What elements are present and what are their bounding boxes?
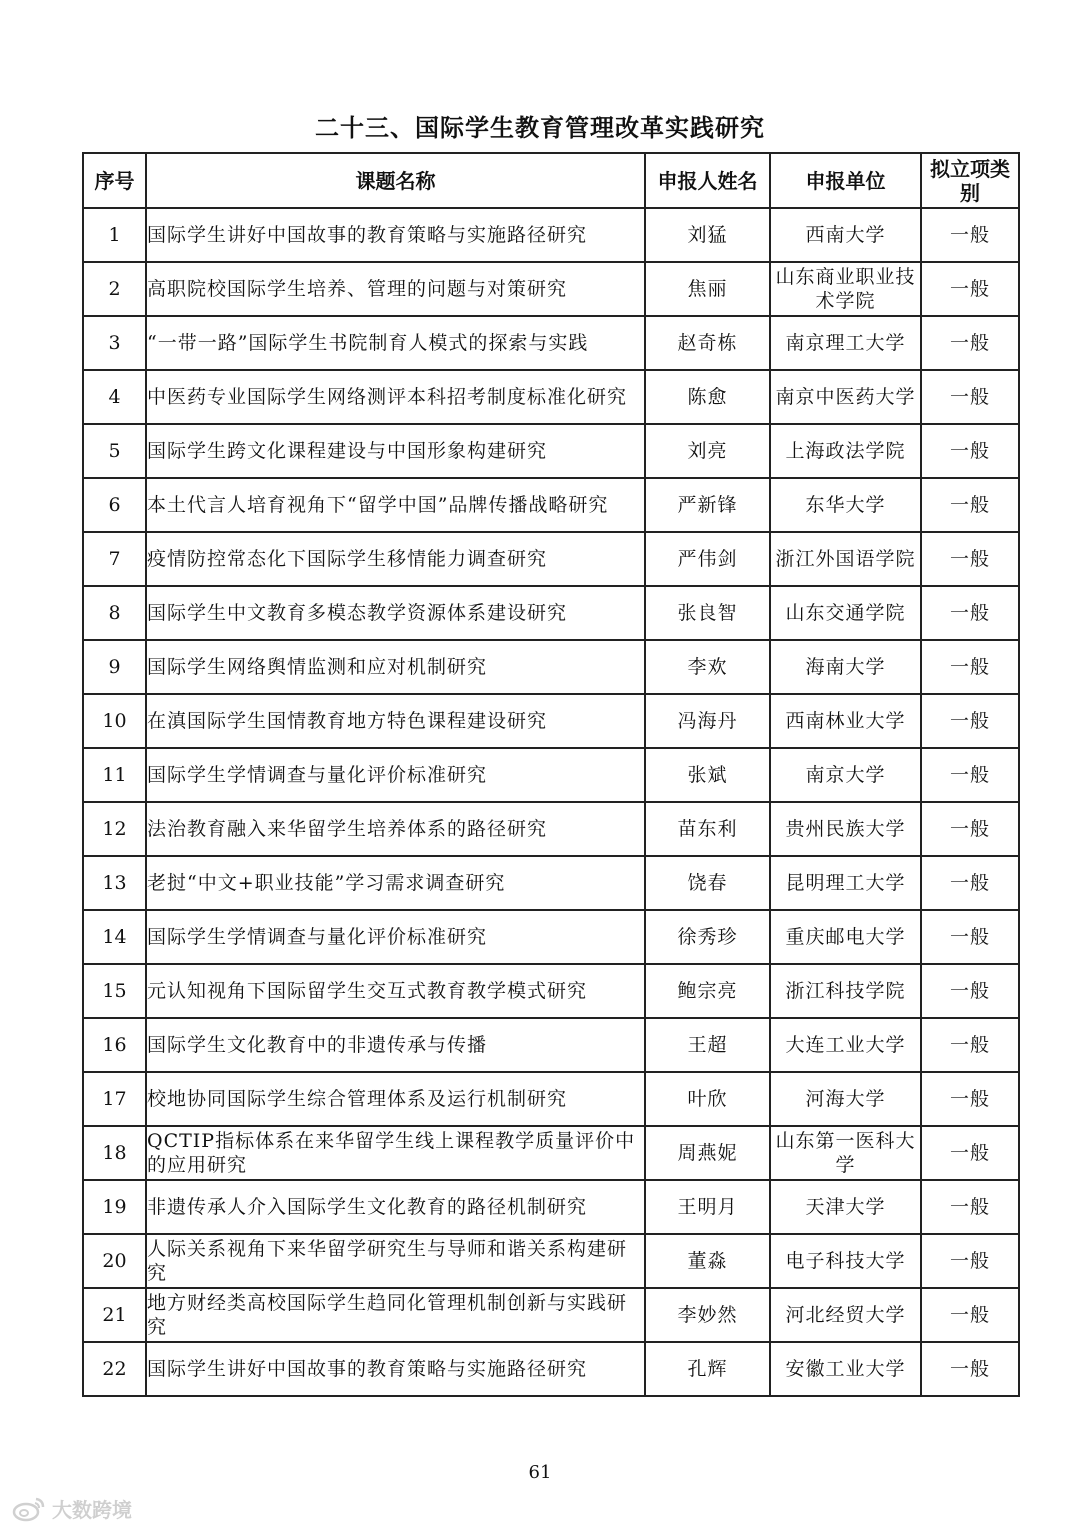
row-number: 2 bbox=[83, 262, 146, 316]
row-person: 孔辉 bbox=[645, 1342, 770, 1396]
row-unit: 浙江科技学院 bbox=[770, 964, 921, 1018]
row-person: 王超 bbox=[645, 1018, 770, 1072]
row-category: 一般 bbox=[921, 208, 1019, 262]
table-row bbox=[83, 802, 1019, 856]
row-topic: 国际学生中文教育多模态教学资源体系建设研究 bbox=[146, 586, 645, 640]
row-category: 一般 bbox=[921, 586, 1019, 640]
row-person: 叶欣 bbox=[645, 1072, 770, 1126]
table-row bbox=[83, 1180, 1019, 1234]
row-unit: 河海大学 bbox=[770, 1072, 921, 1126]
row-topic: 校地协同国际学生综合管理体系及运行机制研究 bbox=[146, 1072, 645, 1126]
row-category: 一般 bbox=[921, 640, 1019, 694]
row-number: 20 bbox=[83, 1234, 146, 1288]
row-person: 董淼 bbox=[645, 1234, 770, 1288]
watermark-text: 大数跨境 bbox=[52, 1498, 132, 1522]
table-row bbox=[83, 1234, 1019, 1288]
row-person: 徐秀珍 bbox=[645, 910, 770, 964]
row-topic: 元认知视角下国际留学生交互式教育教学模式研究 bbox=[146, 964, 645, 1018]
table-row bbox=[83, 1126, 1019, 1180]
row-topic: “一带一路”国际学生书院制育人模式的探索与实践 bbox=[146, 316, 645, 370]
row-person: 刘猛 bbox=[645, 208, 770, 262]
watermark bbox=[12, 1494, 132, 1523]
row-person: 李欢 bbox=[645, 640, 770, 694]
row-unit: 山东交通学院 bbox=[770, 586, 921, 640]
row-number: 19 bbox=[83, 1180, 146, 1234]
table-row bbox=[83, 748, 1019, 802]
row-unit: 浙江外国语学院 bbox=[770, 532, 921, 586]
row-person: 周燕妮 bbox=[645, 1126, 770, 1180]
row-topic: 国际学生学情调查与量化评价标准研究 bbox=[146, 748, 645, 802]
row-category: 一般 bbox=[921, 856, 1019, 910]
row-unit: 河北经贸大学 bbox=[770, 1288, 921, 1342]
row-category: 一般 bbox=[921, 370, 1019, 424]
table-row bbox=[83, 478, 1019, 532]
row-unit: 东华大学 bbox=[770, 478, 921, 532]
header-unit: 申报单位 bbox=[770, 153, 921, 208]
row-category: 一般 bbox=[921, 1126, 1019, 1180]
table-body bbox=[83, 208, 1019, 1396]
row-number: 8 bbox=[83, 586, 146, 640]
row-category: 一般 bbox=[921, 1180, 1019, 1234]
table-row bbox=[83, 964, 1019, 1018]
row-topic: 国际学生文化教育中的非遗传承与传播 bbox=[146, 1018, 645, 1072]
weibo-logo-icon bbox=[12, 1496, 46, 1522]
row-person: 苗东利 bbox=[645, 802, 770, 856]
row-category: 一般 bbox=[921, 694, 1019, 748]
table-row bbox=[83, 586, 1019, 640]
row-category: 一般 bbox=[921, 910, 1019, 964]
row-category: 一般 bbox=[921, 1342, 1019, 1396]
row-number: 11 bbox=[83, 748, 146, 802]
row-topic: QCTIP指标体系在来华留学生线上课程教学质量评价中的应用研究 bbox=[146, 1126, 645, 1180]
row-unit: 南京中医药大学 bbox=[770, 370, 921, 424]
row-unit: 山东商业职业技术学院 bbox=[770, 262, 921, 316]
row-unit: 安徽工业大学 bbox=[770, 1342, 921, 1396]
row-unit: 南京大学 bbox=[770, 748, 921, 802]
header-person: 申报人姓名 bbox=[645, 153, 770, 208]
page-title: 二十三、国际学生教育管理改革实践研究 bbox=[315, 114, 765, 142]
row-person: 张斌 bbox=[645, 748, 770, 802]
row-person: 冯海丹 bbox=[645, 694, 770, 748]
row-unit: 昆明理工大学 bbox=[770, 856, 921, 910]
table-row bbox=[83, 1288, 1019, 1342]
table-row bbox=[83, 694, 1019, 748]
row-number: 3 bbox=[83, 316, 146, 370]
row-unit: 南京理工大学 bbox=[770, 316, 921, 370]
row-category: 一般 bbox=[921, 1018, 1019, 1072]
table-row bbox=[83, 424, 1019, 478]
row-category: 一般 bbox=[921, 424, 1019, 478]
page-number: 61 bbox=[528, 1462, 552, 1483]
row-person: 张良智 bbox=[645, 586, 770, 640]
row-topic: 本土代言人培育视角下“留学中国”品牌传播战略研究 bbox=[146, 478, 645, 532]
row-topic: 老挝“中文+职业技能”学习需求调查研究 bbox=[146, 856, 645, 910]
row-unit: 大连工业大学 bbox=[770, 1018, 921, 1072]
row-topic: 非遗传承人介入国际学生文化教育的路径机制研究 bbox=[146, 1180, 645, 1234]
row-category: 一般 bbox=[921, 1234, 1019, 1288]
table-row bbox=[83, 208, 1019, 262]
row-person: 王明月 bbox=[645, 1180, 770, 1234]
row-number: 22 bbox=[83, 1342, 146, 1396]
row-unit: 上海政法学院 bbox=[770, 424, 921, 478]
row-category: 一般 bbox=[921, 802, 1019, 856]
row-topic: 国际学生学情调查与量化评价标准研究 bbox=[146, 910, 645, 964]
header-category: 拟立项类别 bbox=[921, 153, 1019, 208]
table-row bbox=[83, 370, 1019, 424]
row-topic: 国际学生跨文化课程建设与中国形象构建研究 bbox=[146, 424, 645, 478]
row-category: 一般 bbox=[921, 1072, 1019, 1126]
row-person: 严新锋 bbox=[645, 478, 770, 532]
row-category: 一般 bbox=[921, 748, 1019, 802]
row-category: 一般 bbox=[921, 478, 1019, 532]
row-number: 10 bbox=[83, 694, 146, 748]
row-person: 鲍宗亮 bbox=[645, 964, 770, 1018]
table-row bbox=[83, 1018, 1019, 1072]
row-number: 4 bbox=[83, 370, 146, 424]
row-unit: 海南大学 bbox=[770, 640, 921, 694]
header-topic: 课题名称 bbox=[146, 153, 645, 208]
row-number: 12 bbox=[83, 802, 146, 856]
row-category: 一般 bbox=[921, 532, 1019, 586]
row-topic: 法治教育融入来华留学生培养体系的路径研究 bbox=[146, 802, 645, 856]
row-person: 饶春 bbox=[645, 856, 770, 910]
row-number: 9 bbox=[83, 640, 146, 694]
row-number: 1 bbox=[83, 208, 146, 262]
table-row bbox=[83, 532, 1019, 586]
row-person: 焦丽 bbox=[645, 262, 770, 316]
row-category: 一般 bbox=[921, 262, 1019, 316]
project-table bbox=[82, 152, 1020, 1397]
table-row bbox=[83, 1072, 1019, 1126]
row-number: 17 bbox=[83, 1072, 146, 1126]
row-unit: 西南林业大学 bbox=[770, 694, 921, 748]
table-row bbox=[83, 1342, 1019, 1396]
row-number: 14 bbox=[83, 910, 146, 964]
row-number: 18 bbox=[83, 1126, 146, 1180]
table-row bbox=[83, 262, 1019, 316]
table-row bbox=[83, 316, 1019, 370]
row-unit: 西南大学 bbox=[770, 208, 921, 262]
row-category: 一般 bbox=[921, 964, 1019, 1018]
row-topic: 人际关系视角下来华留学研究生与导师和谐关系构建研究 bbox=[146, 1234, 645, 1288]
row-unit: 山东第一医科大学 bbox=[770, 1126, 921, 1180]
row-person: 陈愈 bbox=[645, 370, 770, 424]
row-number: 6 bbox=[83, 478, 146, 532]
row-person: 刘亮 bbox=[645, 424, 770, 478]
row-topic: 中医药专业国际学生网络测评本科招考制度标准化研究 bbox=[146, 370, 645, 424]
row-number: 5 bbox=[83, 424, 146, 478]
table-row bbox=[83, 640, 1019, 694]
row-person: 李妙然 bbox=[645, 1288, 770, 1342]
row-topic: 在滇国际学生国情教育地方特色课程建设研究 bbox=[146, 694, 645, 748]
header-no: 序号 bbox=[83, 153, 146, 208]
row-topic: 国际学生网络舆情监测和应对机制研究 bbox=[146, 640, 645, 694]
row-number: 15 bbox=[83, 964, 146, 1018]
row-category: 一般 bbox=[921, 1288, 1019, 1342]
row-number: 21 bbox=[83, 1288, 146, 1342]
row-person: 赵奇栋 bbox=[645, 316, 770, 370]
row-number: 13 bbox=[83, 856, 146, 910]
row-unit: 贵州民族大学 bbox=[770, 802, 921, 856]
row-number: 7 bbox=[83, 532, 146, 586]
row-person: 严伟剑 bbox=[645, 532, 770, 586]
row-topic: 国际学生讲好中国故事的教育策略与实施路径研究 bbox=[146, 1342, 645, 1396]
table-row bbox=[83, 856, 1019, 910]
table-header-row bbox=[83, 153, 1019, 208]
row-unit: 重庆邮电大学 bbox=[770, 910, 921, 964]
row-unit: 天津大学 bbox=[770, 1180, 921, 1234]
row-number: 16 bbox=[83, 1018, 146, 1072]
row-topic: 地方财经类高校国际学生趋同化管理机制创新与实践研究 bbox=[146, 1288, 645, 1342]
row-topic: 疫情防控常态化下国际学生移情能力调查研究 bbox=[146, 532, 645, 586]
row-unit: 电子科技大学 bbox=[770, 1234, 921, 1288]
row-topic: 国际学生讲好中国故事的教育策略与实施路径研究 bbox=[146, 208, 645, 262]
table-row bbox=[83, 910, 1019, 964]
row-category: 一般 bbox=[921, 316, 1019, 370]
row-topic: 高职院校国际学生培养、管理的问题与对策研究 bbox=[146, 262, 645, 316]
